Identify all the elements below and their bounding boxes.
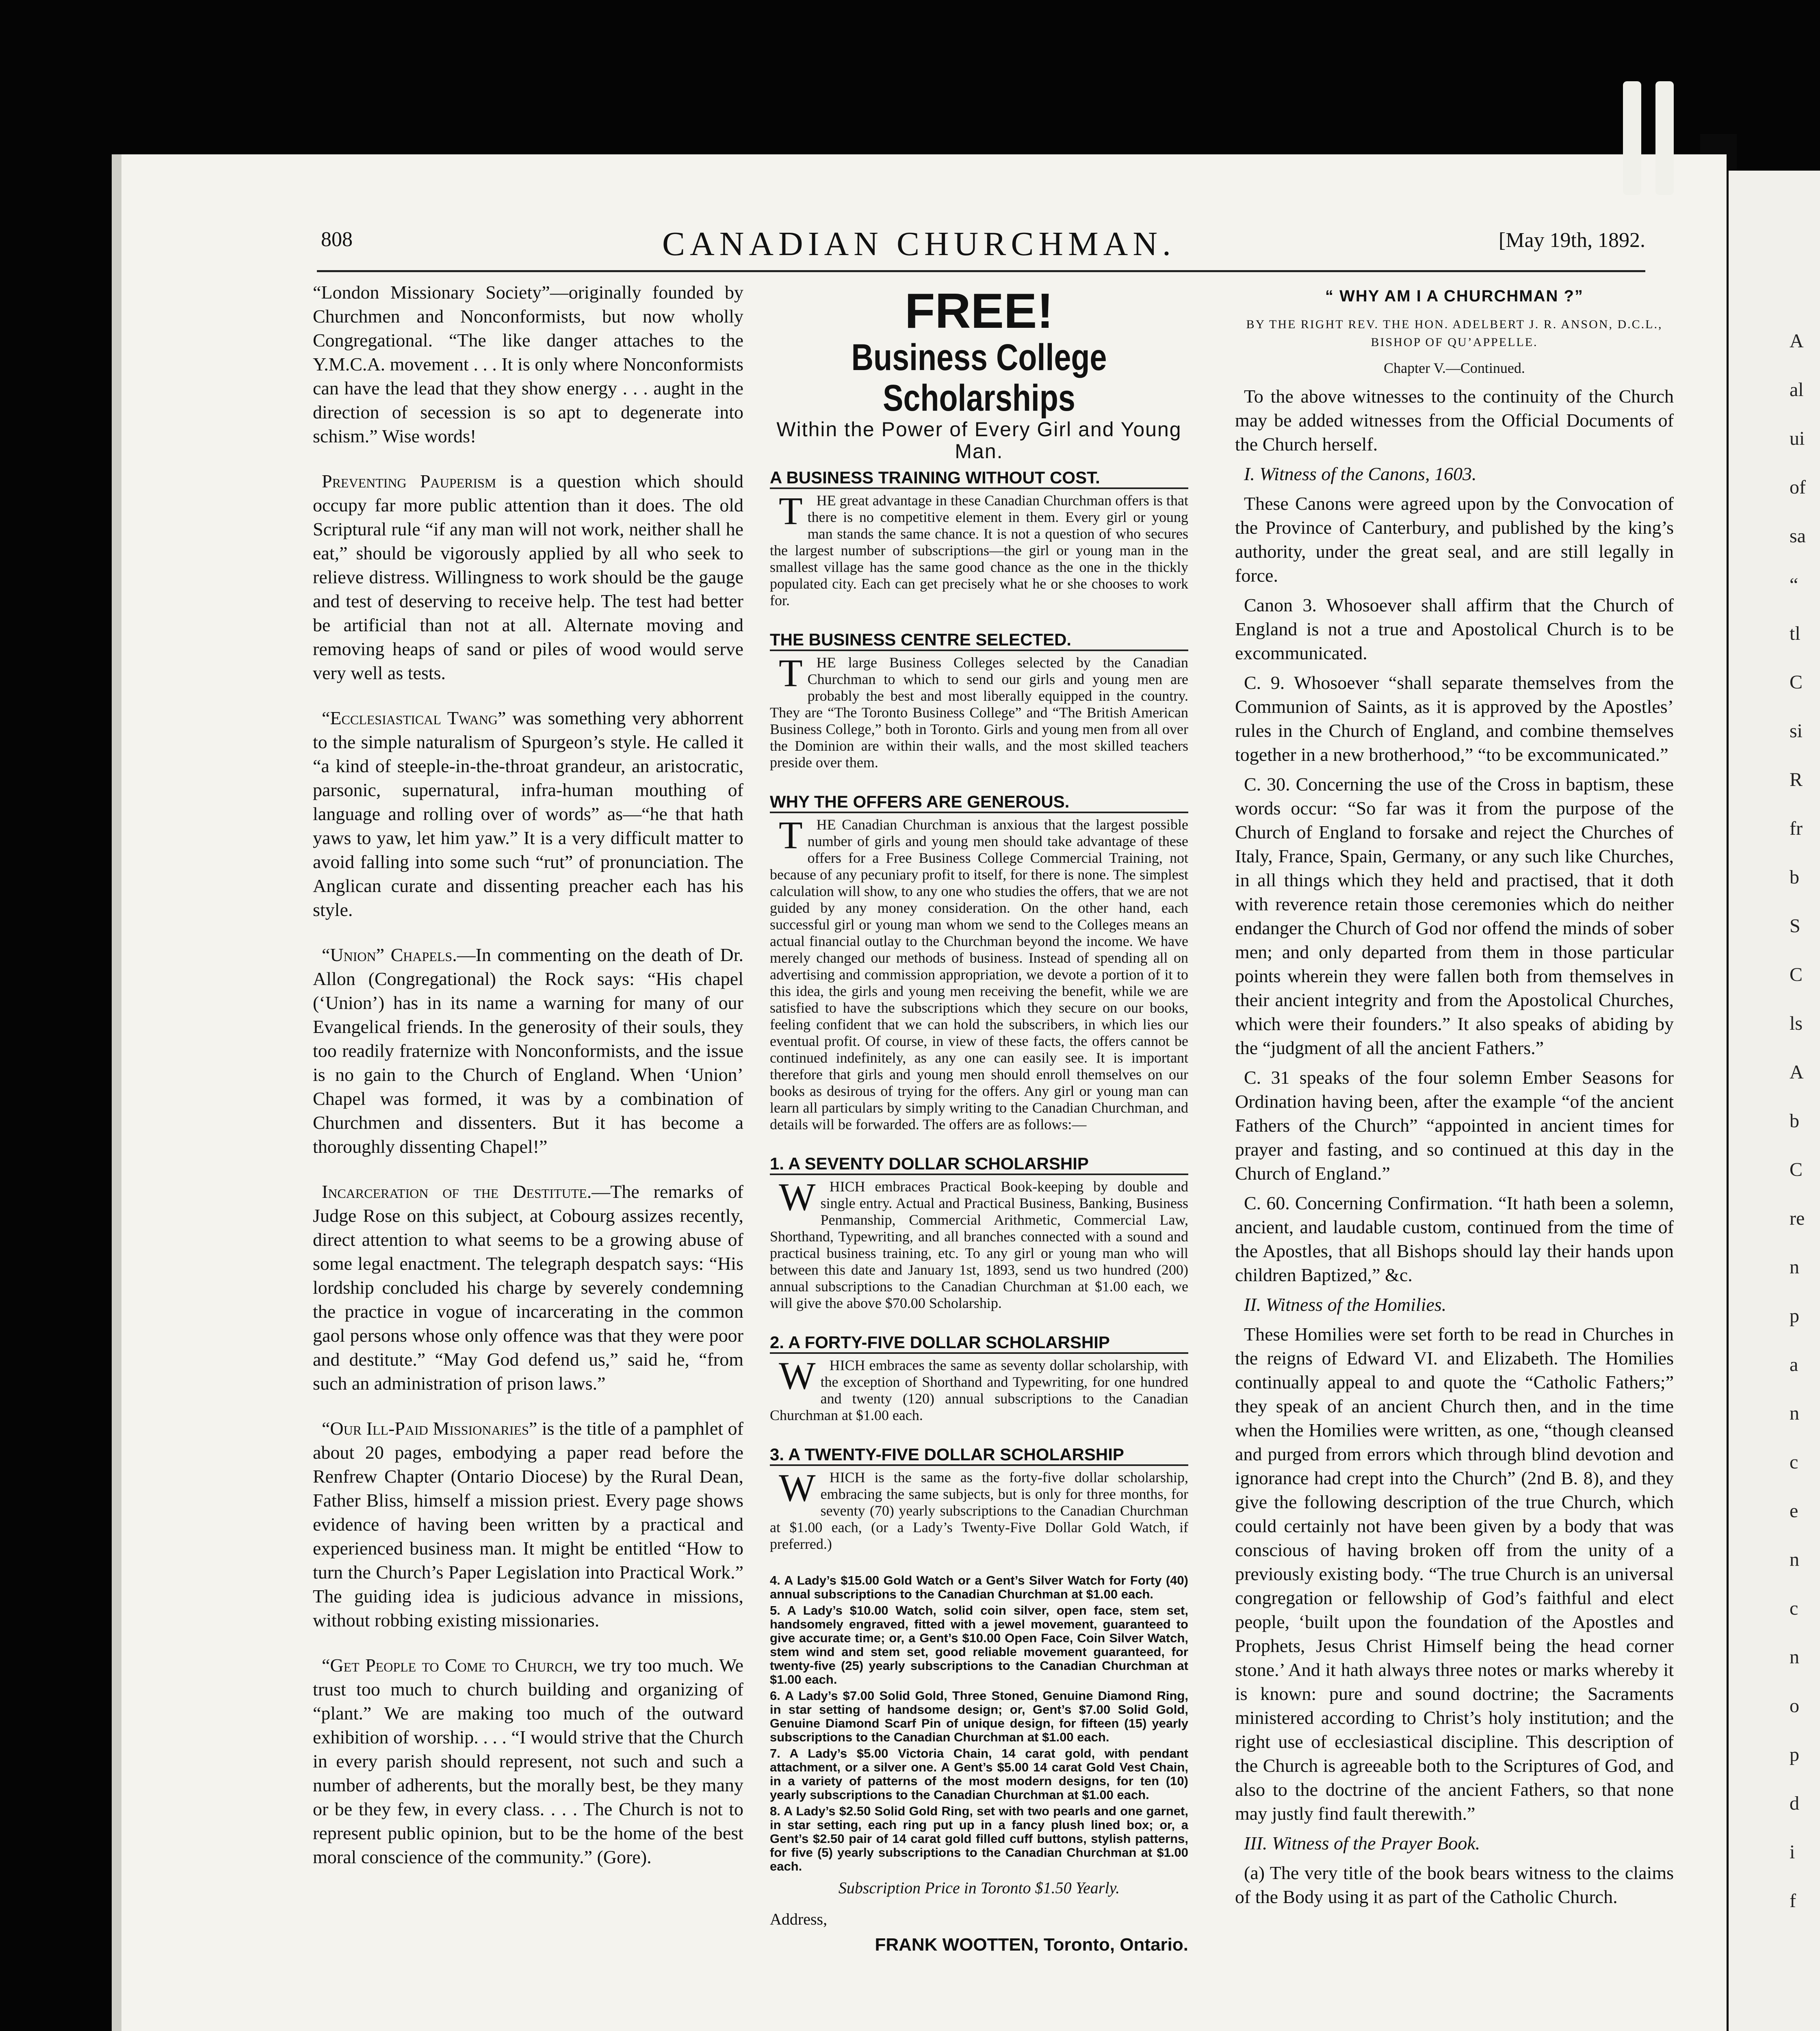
ad-section-text: THE Canadian Churchman is anxious that the largest possible number of girls and young men should take advantage of these offers for a Free Business College Commercial Training, not because of any pecuniary profit to itself, for there is none. The simplest calculation will show, to any one who studies the offers, that we are not guided by any money consideration. On the other hand, each successful girl or young man whom we send to the Colleges means an actual financial outlay to the Churchman beyond the income. We have merely changed our methods of business. Instead of spending all on advertising and commission appropriation, we devote a portion of it to this idea, the girls and young men receiving the benefit, while we are satisfied to have the subscriptions which they secure on our books, feeling confident that we can hold the subscribers, in which lies our eventual profit. Of course, in view of these facts, the offers cannot be continued indefinitely, as any one can easily see. It is important therefore that girls and young men should enroll themselves on our books as desirous of trying for the offers. Any girl or young man can learn all particulars by simply writing to the Canadian Churchman, and details will be forwarded. The offers are as follows:—	[770, 813, 1188, 1132]
ad-section-text: WHICH embraces the same as seventy dollar scholarship, with the exception of Shorthand and Typewriting, for one hundred and twenty (120) annual subscriptions to the Canadian Churchman at $1.00 each.	[770, 1354, 1188, 1423]
article-paragraph: (a) The very title of the book bears witness to the claims of the Body using it as part of the Catholic Church.	[1235, 1862, 1674, 1907]
ad-prize-item: 8. A Lady’s $2.50 Solid Gold Ring, set with two pearls and one garnet, in star setting, each ring put up in a fancy plush lined box; or, a Gent’s $2.50 pair of 14 carat gold filled cuff buttons, stylish patterns, for five (5) yearly subscriptions to the Canadian Churchman at $1.00 each.	[770, 1804, 1188, 1873]
film-mark-top-2	[1655, 81, 1674, 195]
edge-letter: C	[1790, 964, 1803, 985]
article-paragraph: C. 31 speaks of the four solemn Ember Seasons for Ordination having been, after the example “of the ancient Fathers of the Church” “appointed in ancient times for prayer and fasting, and so continued at this day in the Church of England.”	[1235, 1067, 1674, 1184]
ad-subtitle: Within the Power of Every Girl and Young Man.	[776, 418, 1182, 463]
ad-prize-item: 4. A Lady’s $15.00 Gold Watch or a Gent’s Silver Watch for Forty (40) annual subscriptions to the Canadian Churchman at $1.00 each.	[770, 1573, 1188, 1601]
issue-date: [May 19th, 1892.	[1498, 229, 1645, 252]
note-heading: “Union” Chapels.	[322, 944, 457, 965]
note-heading: “Ecclesiastical Twang”	[322, 708, 506, 728]
ad-section-heading: THE BUSINESS CENTRE SELECTED.	[770, 630, 1188, 651]
article-title: “ WHY AM I A CHURCHMAN ?”	[1325, 287, 1584, 305]
edge-letter: a	[1790, 1354, 1798, 1375]
ad-section-text: WHICH is the same as the forty-five dollar scholarship, embracing the same subjects, but is only for three months, for seventy (70) yearly subscriptions to the Canadian Churchman at $1.00 each, (or a Lady’s Twenty-Five Dollar Gold Watch, if preferred.)	[770, 1466, 1188, 1552]
ad-section-text: WHICH embraces Practical Book-keeping by double and single entry. Actual and Practical Business, Banking, Business Penmanship, Commercial Arithmetic, Commercial Law, Shorthand, Typewriting, and all branches connected with a sound and practical business training, etc. To any girl or young man who will between this date and January 1st, 1893, send us two hundred (200) annual subscriptions to the Canadian Churchman at $1.00 each, we will give the above $70.00 Scholarship.	[770, 1175, 1188, 1311]
edge-letter: f	[1790, 1890, 1796, 1912]
edge-letter: b	[1790, 1110, 1799, 1132]
edge-letter: “	[1790, 574, 1798, 595]
edge-letter: i	[1790, 1841, 1795, 1863]
ad-title: Business College Scholarships	[851, 337, 1107, 419]
article-byline: BY THE RIGHT REV. THE HON. ADELBERT J. R. ANSON, D.C.L., BISHOP OF QU’APPELLE.	[1246, 318, 1663, 349]
article-paragraph: C. 9. Whosoever “shall separate themselves from the Communion of Saints, as it is approved by the Apostles’ rules in the Church of England, and combine themselves together in a new brotherhood,” “to be excommunicated.”	[1235, 672, 1674, 765]
ad-scholarship-heading: 3. A TWENTY-FIVE DOLLAR SCHOLARSHIP	[770, 1445, 1188, 1466]
note-heading: Incarceration of the Destitute.	[322, 1181, 592, 1202]
ad-scholarship-heading: 2. A FORTY-FIVE DOLLAR SCHOLARSHIP	[770, 1333, 1188, 1354]
edge-letter: e	[1790, 1500, 1798, 1522]
edge-letter: c	[1790, 1598, 1798, 1619]
ad-prize-item: 7. A Lady’s $5.00 Victoria Chain, 14 carat gold, with pendant attachment, or a silver one. A Gent’s $5.00 14 carat Gold Vest Chain, in a variety of patterns of the most modern designs, for ten (10) yearly subscriptions to the Canadian Churchman at $1.00 each.	[770, 1746, 1188, 1802]
ad-free-heading: FREE!	[905, 283, 1053, 338]
note-paragraph: “Our Ill-Paid Missionaries” is the title of a pamphlet of about 20 pages, embodying a paper read before the Renfrew Chapter (Ontario Diocese) by the Rural Dean, Father Bliss, himself a mission priest. Every page shows evidence of having been written by a practical and experienced business man. It might be entitled “How to turn the Church’s Paper Legislation into Practical Work.” The guiding idea is judicious advance in missions, without robbing existing missionaries.	[313, 1418, 743, 1630]
ad-prize-item: 5. A Lady’s $10.00 Watch, solid coin silver, open face, stem set, handsomely engraved, fitted with a jewel movement, guaranteed to give accurate time; or, a Gent’s $10.00 Open Face, Coin Silver Watch, stem wind and stem set, good reliable movement guaranteed, for twenty-five (25) yearly subscriptions to the Canadian Churchman at $1.00 each.	[770, 1603, 1188, 1687]
article-paragraph: C. 30. Concerning the use of the Cross in baptism, these words occur: “So far was it from the purpose of the Church of England to forsake and reject the Churches of Italy, France, Spain, Germany, or any such like Churches, in all things which they held and practised, that it doth with reverence retain those ceremonies which do neither endanger the Church of God nor offend the minds of sober men; and only departed from them in those particular points wherein they were fallen both from themselves in their ancient integrity and from the Apostolical Churches, which were their founders.” It also speaks of abiding by the “judgment of all the ancient Fathers.”	[1235, 774, 1674, 1058]
column-advertisement	[770, 284, 1188, 1957]
article-subheading: II. Witness of the Homilies.	[1244, 1294, 1447, 1315]
ad-section-heading: A BUSINESS TRAINING WITHOUT COST.	[770, 468, 1188, 489]
edge-letter: ls	[1790, 1013, 1803, 1034]
note-heading: Preventing Pauperism	[322, 471, 496, 492]
edge-letter: C	[1790, 671, 1803, 693]
ad-prize-item: 6. A Lady’s $7.00 Solid Gold, Three Stoned, Genuine Diamond Ring, in star setting of handsome design; or, Gent’s $7.00 Solid Gold, Genuine Diamond Scarf Pin of unique design, for fifteen (15) yearly subscriptions to the Canadian Churchman at $1.00 each.	[770, 1689, 1188, 1744]
note-paragraph: “Union” Chapels.—In commenting on the death of Dr. Allon (Congregational) the Rock says: “His chapel (‘Union’) has in its name a warning for many of our Evangelical friends. In the generosity of their souls, they too readily fraternize with Nonconformists, and the issue is no gain to the Church of England. When ‘Union’ Chapel was formed, it was by a combination of Churchmen and dissenters. But it has become a thoroughly dissenting Chapel!”	[313, 944, 743, 1157]
article-chapter: Chapter V.—Continued.	[1384, 360, 1525, 376]
edge-letter: re	[1790, 1208, 1805, 1229]
ad-scholarship-heading: 1. A SEVENTY DOLLAR SCHOLARSHIP	[770, 1154, 1188, 1175]
page-gutter-shadow	[112, 154, 121, 2031]
ad-address-label: Address,	[770, 1910, 828, 1928]
edge-letter: tl	[1790, 623, 1800, 644]
note-paragraph: Incarceration of the Destitute.—The remarks of Judge Rose on this subject, at Cobourg assizes recently, direct attention to what seems to be a growing abuse of some legal enactment. The telegraph despatch says: “His lordship concluded his charge by severely condemning the practice in vogue of incarcerating in the common gaol persons whose only offence was that they were poor and destitute.” “May God defend us,” said he, “from such an administration of prison laws.”	[313, 1181, 743, 1394]
edge-letter: A	[1790, 330, 1804, 352]
edge-letter: o	[1790, 1695, 1799, 1717]
edge-letter: p	[1790, 1305, 1799, 1327]
edge-letter: p	[1790, 1744, 1799, 1765]
edge-letter: C	[1790, 1159, 1803, 1180]
note-paragraph: “Get People to Come to Church, we try too much. We trust too much to church building and organizing of “plant.” We are making too much of the outward exhibition of worship. . . . “I would strive that the Church in every parish should represent, not such and such a number of adherents, but the morally best, be they many or be they few, in every class. . . . The Church is not to represent public opinion, but to be the home of the best moral conscience of the community.” (Gore).	[313, 1655, 743, 1867]
note-heading: “Our Ill-Paid Missionaries”	[322, 1418, 537, 1439]
next-page-letters	[1790, 317, 1806, 1925]
column-editorial-notes	[313, 280, 743, 1890]
note-heading: “Get People to Come to Church,	[322, 1655, 578, 1676]
article-paragraph: To the above witnesses to the continuity of the Church may be added witnesses from the Official Documents of the Church herself.	[1235, 386, 1674, 455]
page-number: 808	[321, 228, 353, 251]
edge-letter: b	[1790, 866, 1799, 888]
edge-letter: fr	[1790, 818, 1803, 839]
article-paragraph: C. 60. Concerning Confirmation. “It hath been a solemn, ancient, and laudable custom, continued from the time of the Apostles, that all Bishops should lay their hands upon children Baptized,” &c.	[1235, 1193, 1674, 1285]
edge-letter: A	[1790, 1061, 1804, 1083]
article-subheading: III. Witness of the Prayer Book.	[1244, 1833, 1480, 1853]
article-paragraph: Canon 3. Whosoever shall affirm that the Church of England is not a true and Apostolical Church is to be excommunicated.	[1235, 595, 1674, 663]
note-paragraph: “London Missionary Society”—originally founded by Churchmen and Nonconformists, but now wholly Congregational. “The like danger attaches to the Y.M.C.A. movement . . . It is only where Nonconformists can have the lead that they show energy . . . aught in the direction of secession is so apt to degenerate into schism.” Wise words!	[313, 282, 743, 446]
masthead-title: CANADIAN CHURCHMAN.	[662, 225, 1176, 263]
edge-letter: of	[1790, 476, 1806, 498]
edge-letter: n	[1790, 1549, 1799, 1570]
article-subheading: I. Witness of the Canons, 1603.	[1244, 463, 1477, 484]
note-paragraph: Preventing Pauperism is a question which should occupy far more public attention than it does. The old Scriptural rule “if any man will not work, neither shall he eat,” should be vigorously applied by all who seek to relieve distress. Willingness to work should be the gauge and test of deserving to receive help. The test had better be artificial than not at all. Alternate moving and removing heaps of sand or piles of wood would serve very well as tests.	[313, 471, 744, 683]
edge-letter: c	[1790, 1451, 1798, 1473]
ad-address: FRANK WOOTTEN, Toronto, Ontario.	[875, 1935, 1188, 1955]
edge-letter: S	[1790, 915, 1800, 937]
ad-section-text: THE great advantage in these Canadian Churchman offers is that there is no competitive element in them. Every girl or young man stands the same chance. It is not a question of who secures the largest number of subscriptions—the girl or young man in the smallest village has the same good chance as the one in the thickly populated city. Each can get precisely what he or she chooses to work for.	[770, 489, 1188, 608]
next-page-edge	[1729, 171, 1820, 2031]
ad-section-text: THE large Business Colleges selected by the Canadian Churchman to which to send our girls and young men are probably the best and most liberally equipped in the country. They are “The Toronto Business College” and “The British American Business College,” both in Toronto. Girls and young men from all over the Dominion are within their walls, and the most skilled teachers preside over them.	[770, 651, 1188, 771]
film-mark-top-1	[1623, 81, 1641, 195]
edge-letter: n	[1790, 1646, 1799, 1668]
edge-letter: si	[1790, 720, 1803, 742]
edge-letter: d	[1790, 1793, 1799, 1814]
edge-letter: sa	[1790, 525, 1806, 547]
edge-letter: ui	[1790, 428, 1805, 449]
edge-letter: n	[1790, 1403, 1799, 1424]
page-header	[321, 227, 1710, 268]
column-article	[1235, 284, 1674, 1914]
article-paragraph: These Homilies were set forth to be read in Churches in the reigns of Edward VI. and Elizabeth. The Homilies continually appeal to and quote the “Catholic Fathers;” they speak of an ancient Church then, and in the time when the Homilies were written, as one, “though cleansed and purged from errors which through blind devotion and ignorance had crept into the Church” (2nd B. 8), and they give the following description of the true Church, which could certainly not have been given by a body that was conscious of having broken off from the unity of a previously existing body. “The true Church is an universal congregation or fellowship of God’s faithful and elect people, ‘built upon the foundation of the Apostles and Prophets, Jesus Christ Himself being the head corner stone.’ And it hath always three notes or marks whereby it is known: pure and sound doctrine; the Sacraments ministered according to Christ’s holy institution; and the right use of ecclesiastical discipline. This description of the Church is agreeable both to the Scriptures of God, and also to the doctrine of the ancient Fathers, so that none may justly find fault therewith.”	[1235, 1324, 1674, 1824]
edge-letter: R	[1790, 769, 1803, 790]
article-paragraph: These Canons were agreed upon by the Convocation of the Province of Canterbury, and published by the king’s authority, under the great seal, and are still legally in force.	[1235, 493, 1674, 586]
header-rule	[317, 270, 1645, 272]
ad-section-heading: WHY THE OFFERS ARE GENEROUS.	[770, 792, 1188, 813]
note-paragraph: “Ecclesiastical Twang” was something very abhorrent to the simple naturalism of Spurgeon’s style. He called it “a kind of steeple-in-the-throat grandeur, an aristocratic, parsonic, supernatural, infra-human mouthing of language and rolling over of words” as—“he that hath yaws to yaw, let him yaw.” It is a very difficult matter to avoid falling into some such “rut” of pronunciation. The Anglican curate and dissenting preacher each has his style.	[313, 708, 743, 920]
ad-subscription-price: Subscription Price in Toronto $1.50 Yearly.	[838, 1879, 1120, 1897]
edge-letter: n	[1790, 1256, 1799, 1278]
edge-letter: al	[1790, 379, 1804, 401]
